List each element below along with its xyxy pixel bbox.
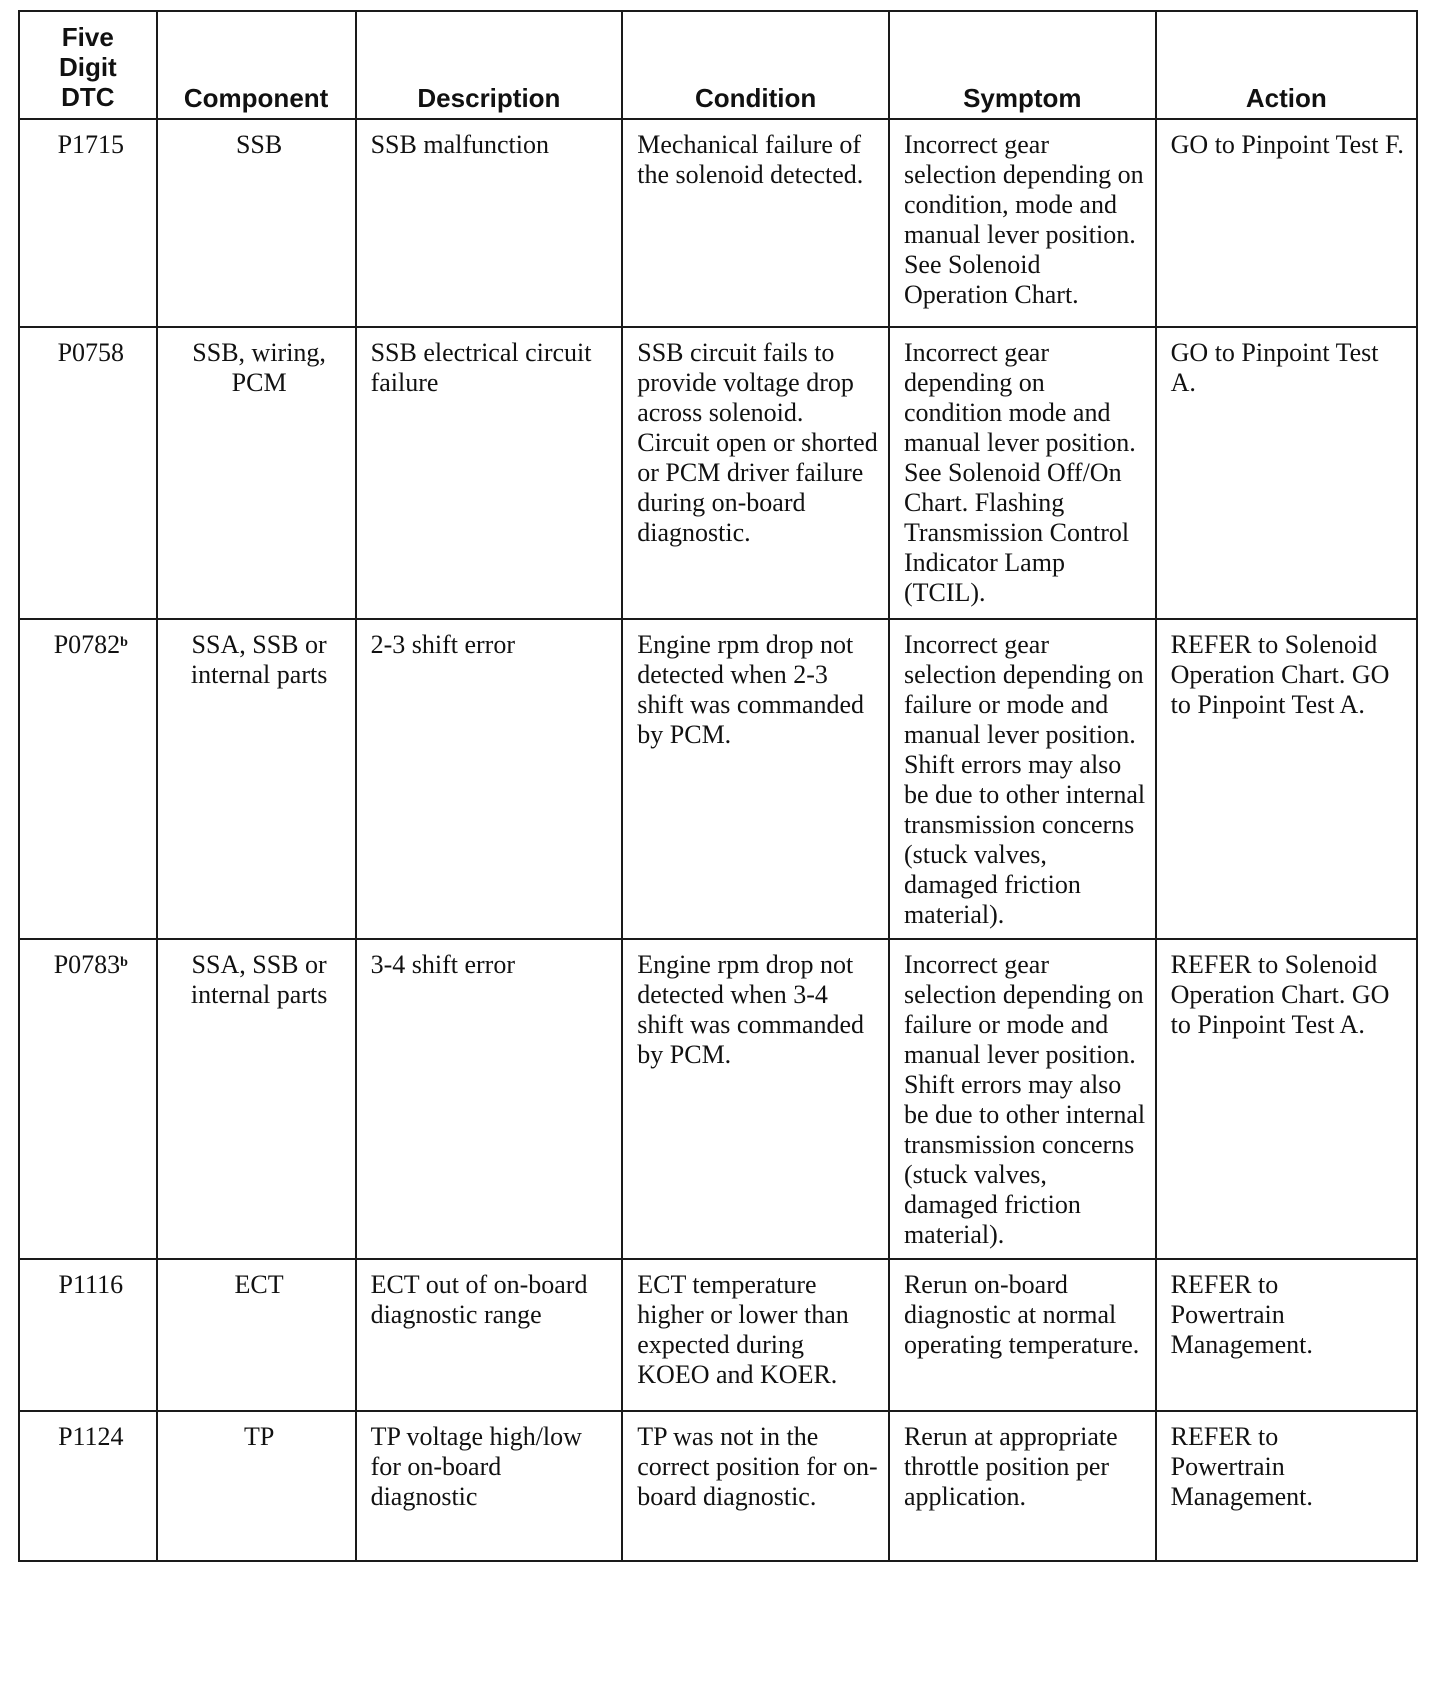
- symptom-cell: Incorrect gear selection depending on condition, mode and manual lever position. See Solenoid Operation Chart.: [889, 119, 1156, 327]
- action-cell: GO to Pinpoint Test A.: [1156, 327, 1417, 619]
- header-dtc-line3: DTC: [61, 82, 115, 112]
- header-dtc: [19, 11, 157, 119]
- dtc-code-cell: [19, 939, 157, 1259]
- header-condition: Condition: [622, 11, 889, 119]
- action-line-2: Powertrain: [1170, 1452, 1285, 1481]
- condition-cell: ECT temperature higher or lower than expected during KOEO and KOER.: [622, 1259, 889, 1411]
- action-cell: REFER to Solenoid Operation Chart. GO to Pinpoint Test A.: [1156, 619, 1417, 939]
- dtc-code-cell: [19, 619, 157, 939]
- component-cell: ECT: [157, 1259, 356, 1411]
- action-cell: GO to Pinpoint Test F.: [1156, 119, 1417, 327]
- condition-cell: TP was not in the correct position for on-board diagnostic.: [622, 1411, 889, 1561]
- dtc-code: P1116: [58, 1270, 124, 1299]
- description-cell: ECT out of on-board diagnostic range: [356, 1259, 623, 1411]
- table-row: [19, 1259, 1417, 1411]
- description-cell: SSB malfunction: [356, 119, 623, 327]
- action-line-1: REFER to: [1170, 1270, 1279, 1299]
- table-row: [19, 939, 1417, 1259]
- action-line-3: Management.: [1170, 1330, 1313, 1359]
- dtc-footnote-mark: b: [120, 955, 128, 970]
- table-row: [19, 327, 1417, 619]
- header-dtc-line1: Five: [61, 22, 114, 52]
- condition-cell: Engine rpm drop not detected when 3-4 shift was commanded by PCM.: [622, 939, 889, 1259]
- action-cell: [1156, 1259, 1417, 1411]
- header-row: [19, 11, 1417, 119]
- dtc-code-cell: [19, 327, 157, 619]
- condition-cell: Mechanical failure of the solenoid detected.: [622, 119, 889, 327]
- description-cell: TP voltage high/low for on-board diagnostic: [356, 1411, 623, 1561]
- component-cell: TP: [157, 1411, 356, 1561]
- dtc-code-cell: [19, 1411, 157, 1561]
- description-cell: 3-4 shift error: [356, 939, 623, 1259]
- condition-cell: Engine rpm drop not detected when 2-3 shift was commanded by PCM.: [622, 619, 889, 939]
- dtc-code: P0758: [57, 338, 125, 367]
- symptom-cell: Incorrect gear selection depending on failure or mode and manual lever position. Shift errors may also be due to other internal transmission concerns (stuck valves, damaged friction material).: [889, 939, 1156, 1259]
- dtc-code: P1124: [58, 1422, 124, 1451]
- table-row: [19, 1411, 1417, 1561]
- dtc-table: [18, 10, 1418, 1562]
- symptom-cell: Rerun at appropriate throttle position per application.: [889, 1411, 1156, 1561]
- action-line-1: REFER to: [1170, 1422, 1279, 1451]
- header-symptom: Symptom: [889, 11, 1156, 119]
- action-line-2: Powertrain: [1170, 1300, 1285, 1329]
- action-line-3: Management.: [1170, 1482, 1313, 1511]
- dtc-code: P0783: [53, 950, 121, 979]
- dtc-footnote-mark: b: [120, 635, 128, 650]
- description-cell: SSB electrical circuit failure: [356, 327, 623, 619]
- symptom-cell: Rerun on-board diagnostic at normal operating temperature.: [889, 1259, 1156, 1411]
- action-cell: REFER to Solenoid Operation Chart. GO to Pinpoint Test A.: [1156, 939, 1417, 1259]
- component-cell: SSA, SSB or internal parts: [157, 939, 356, 1259]
- dtc-code: P1715: [57, 130, 125, 159]
- symptom-cell: Incorrect gear selection depending on failure or mode and manual lever position. Shift errors may also be due to other internal transmission concerns (stuck valves, damaged friction material).: [889, 619, 1156, 939]
- condition-cell: SSB circuit fails to provide voltage drop across solenoid. Circuit open or shorted or PCM driver failure during on-board diagnostic.: [622, 327, 889, 619]
- action-cell: [1156, 1411, 1417, 1561]
- component-cell: SSB, wiring, PCM: [157, 327, 356, 619]
- symptom-cell: Incorrect gear depending on condition mode and manual lever position. See Solenoid Off/On Chart. Flashing Transmission Control Indicator Lamp (TCIL).: [889, 327, 1156, 619]
- table-row: [19, 119, 1417, 327]
- description-cell: 2-3 shift error: [356, 619, 623, 939]
- table-row: [19, 619, 1417, 939]
- header-action: Action: [1156, 11, 1417, 119]
- header-description: Description: [356, 11, 623, 119]
- dtc-code: P0782: [53, 630, 121, 659]
- component-cell: SSB: [157, 119, 356, 327]
- dtc-code-cell: [19, 119, 157, 327]
- dtc-code-cell: [19, 1259, 157, 1411]
- component-cell: SSA, SSB or internal parts: [157, 619, 356, 939]
- header-dtc-line2: Digit: [58, 52, 117, 82]
- header-component: Component: [157, 11, 356, 119]
